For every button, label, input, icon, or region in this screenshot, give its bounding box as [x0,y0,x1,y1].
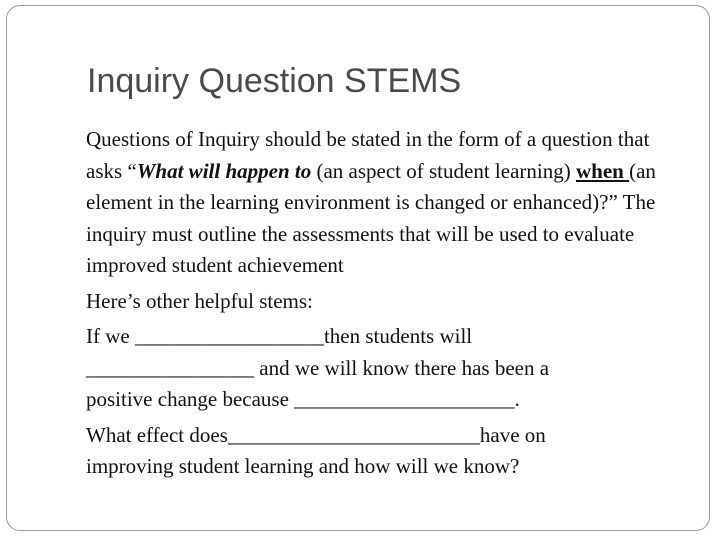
stem-line: If we __________________then students will [86,324,473,348]
paragraph-stem-if-we [86,321,686,416]
text-run: (an element in the learning environment is changed or enhanced)?” The inquiry must outline the assessments that will be used to evaluate improved student achievement [86,158,656,277]
text-run: Questions of Inquiry should be stated in the form of a question that asks “ [86,127,650,183]
stem-line: ________________ and we will know there has been a [86,355,550,380]
paragraph-inquiry-definition [86,124,686,282]
emphasis-when: when [575,158,630,183]
emphasis-what-will-happen: What will happen to [136,158,312,183]
stem-line: What effect does________________________have on [86,422,546,447]
text-run: (an aspect of student learning) [311,158,576,183]
paragraph-stem-what-effect [86,420,686,483]
slide-body [86,124,686,483]
slide-title: Inquiry Question STEMS [87,62,462,100]
slide [6,5,710,531]
stem-line: improving student learning and how will we know? [86,454,520,478]
paragraph-helpful-stems: Here’s other helpful stems: [86,288,313,313]
stem-line: positive change because _____________________. [86,387,520,411]
